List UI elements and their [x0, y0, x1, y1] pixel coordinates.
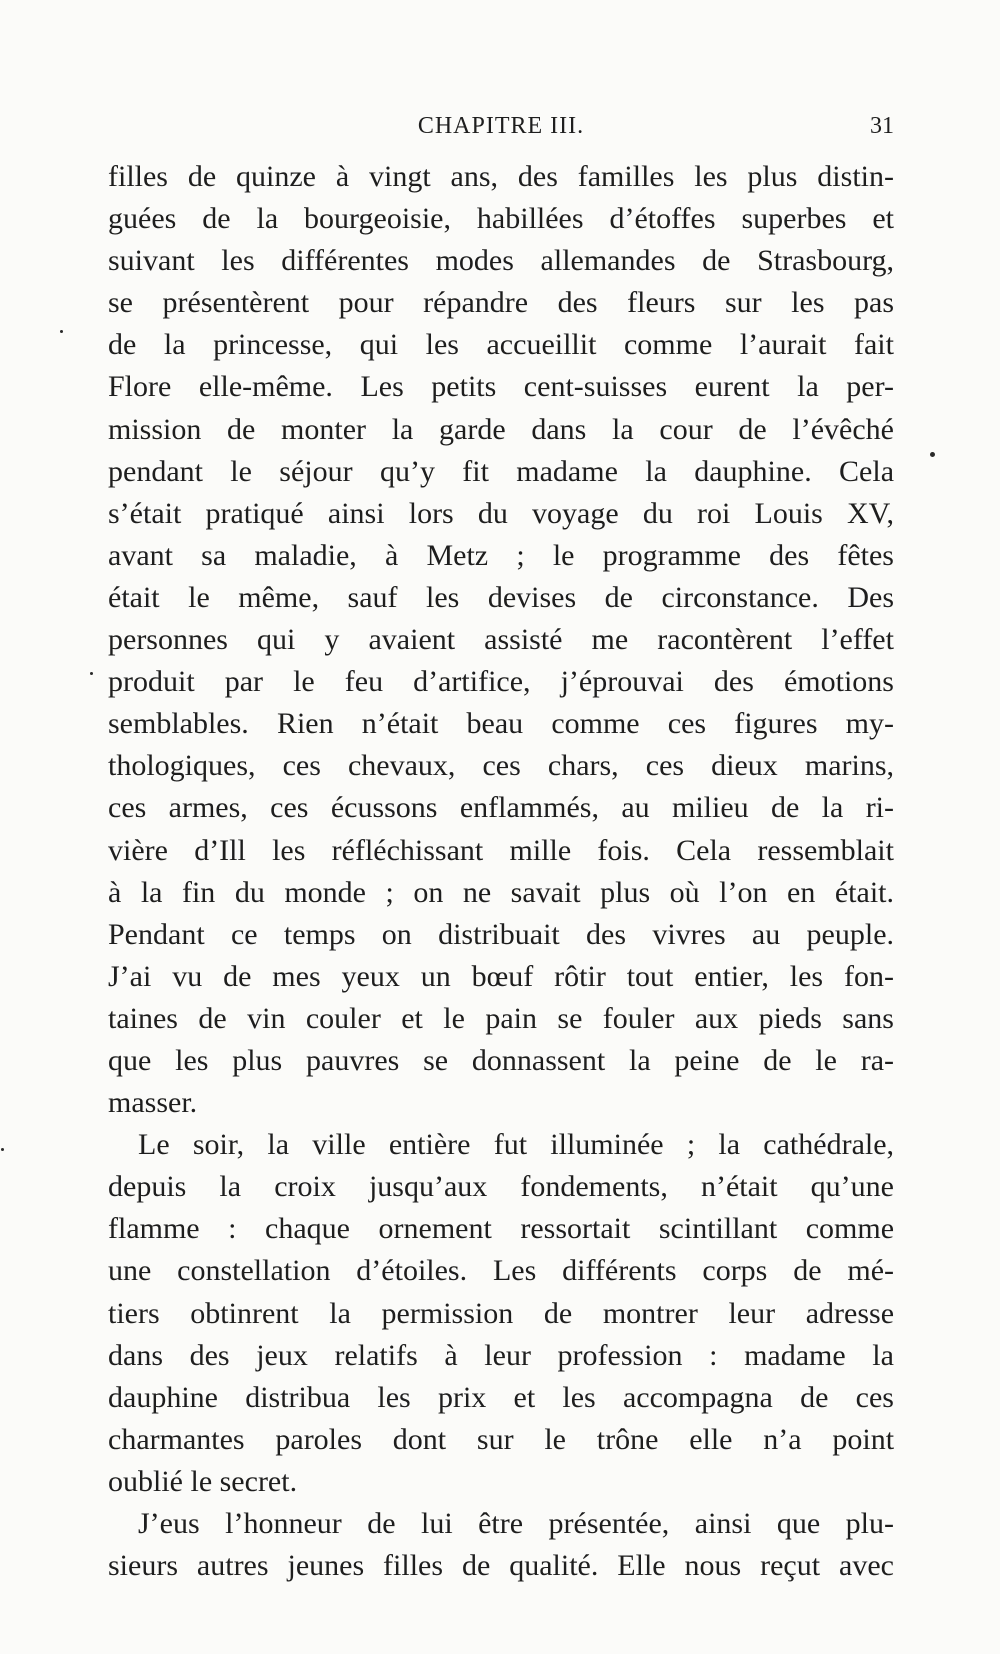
ink-speck	[60, 330, 63, 333]
text-line: était le même, sauf les devises de circonstance. Des	[108, 580, 895, 614]
text-line: taines de vin couler et le pain se fouler aux pieds sans	[108, 1001, 894, 1035]
chapter-title: CHAPITRE III.	[417, 113, 585, 139]
text-line: flamme : chaque ornement ressortait scintillant comme	[108, 1212, 895, 1246]
text-line: masser.	[108, 1086, 198, 1120]
text-line: J’ai vu de mes yeux un bœuf rôtir tout entier, les fon-	[108, 959, 894, 993]
text-line: Flore elle-même. Les petits cent-suisses eurent la per-	[108, 370, 894, 404]
text-line: produit par le feu d’artifice, j’éprouvai des émotions	[108, 665, 894, 699]
text-line: suivant les différentes modes allemandes de Strasbourg,	[108, 244, 895, 278]
text-line: charmantes paroles dont sur le trône elle n’a point	[108, 1422, 895, 1456]
text-line: de la princesse, qui les accueillit comme l’aurait fait	[108, 328, 894, 362]
text-line: que les plus pauvres se donnassent la peine de le ra-	[108, 1043, 895, 1077]
ink-speck	[930, 452, 935, 457]
ink-speck	[1, 1148, 4, 1151]
paragraph-first-line: J’eus l’honneur de lui être présentée, ainsi que plu-	[138, 1507, 894, 1540]
text-line: thologiques, ces chevaux, ces chars, ces dieux marins,	[108, 749, 895, 783]
text-line: s’était pratiqué ainsi lors du voyage du roi Louis XV,	[108, 496, 894, 530]
text-line: une constellation d’étoiles. Les différents corps de mé-	[108, 1254, 895, 1288]
text-line: dauphine distribua les prix et les accompagna de ces	[108, 1380, 894, 1414]
text-line: tiers obtinrent la permission de montrer leur adresse	[108, 1296, 895, 1330]
text-line: avant sa maladie, à Metz ; le programme des fêtes	[108, 538, 894, 572]
text-line: se présentèrent pour répandre des fleurs sur les pas	[108, 286, 895, 320]
text-line: Pendant ce temps on distribuait des vivres au peuple.	[108, 917, 895, 951]
running-head	[108, 106, 894, 146]
text-line: guées de la bourgeoisie, habillées d’étoffes superbes et	[108, 202, 895, 236]
paragraph-first-line: Le soir, la ville entière fut illuminée ; la cathédrale,	[138, 1128, 895, 1162]
text-line: mission de monter la garde dans la cour de l’évêché	[108, 412, 894, 446]
text-line: pendant le séjour qu’y fit madame la dauphine. Cela	[108, 454, 895, 488]
text-line: depuis la croix jusqu’aux fondements, n’était qu’une	[108, 1170, 894, 1204]
text-line: sieurs autres jeunes filles de qualité. Elle nous reçut avec	[108, 1549, 894, 1583]
text-line: ces armes, ces écussons enflammés, au milieu de la ri-	[108, 791, 895, 825]
ink-speck	[90, 672, 93, 675]
body-text	[108, 156, 894, 1587]
text-line: dans des jeux relatifs à leur profession : madame la	[108, 1338, 894, 1372]
text-line: oublié le secret.	[108, 1464, 298, 1498]
text-line: vière d’Ill les réfléchissant mille fois. Cela ressemblait	[108, 833, 894, 867]
text-line: personnes qui y avaient assisté me racontèrent l’effet	[108, 623, 894, 657]
text-line: semblables. Rien n’était beau comme ces figures my-	[108, 707, 895, 741]
text-line: à la fin du monde ; on ne savait plus où l’on en était.	[108, 875, 894, 909]
page-number: 31	[870, 113, 894, 139]
text-line: filles de quinze à vingt ans, des familles les plus distin-	[108, 160, 894, 193]
